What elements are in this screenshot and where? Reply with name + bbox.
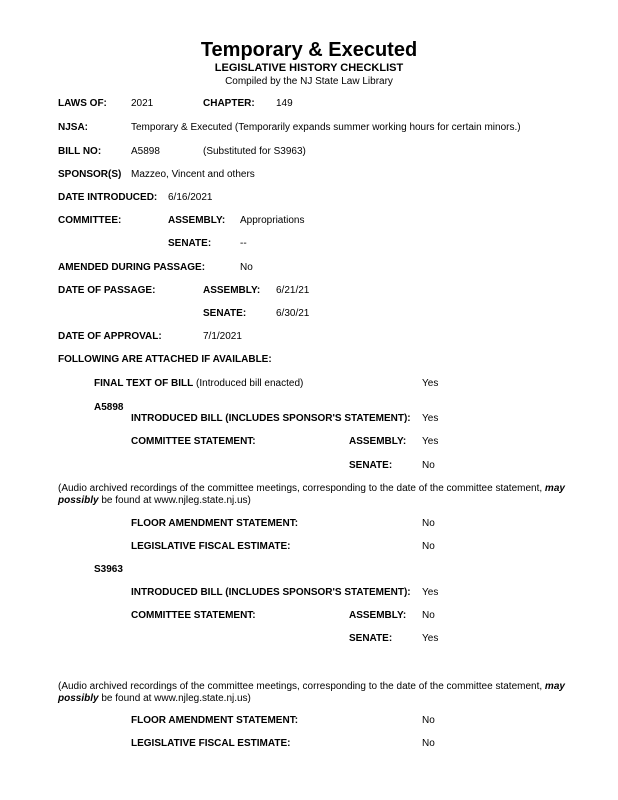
njsa-label: NJSA: <box>58 122 89 133</box>
bill-a-senate-label: SENATE: <box>349 460 393 471</box>
bill-s-note-text: (Audio archived recordings of the committee meetings, corresponding to the date of the committee statement, <box>58 681 543 692</box>
passage-senate-label: SENATE: <box>203 308 247 319</box>
bill-a-fiscal-value: No <box>422 541 435 552</box>
attached-heading: FOLLOWING ARE ATTACHED IF AVAILABLE: <box>58 354 272 365</box>
compiled-by: Compiled by the NJ State Law Library <box>225 76 393 87</box>
passage-assembly-value: 6/21/21 <box>276 285 310 296</box>
bill-a-assembly-value: Yes <box>422 436 439 447</box>
final-text-label: FINAL TEXT OF BILL <box>94 378 194 389</box>
bill-a-senate-value: No <box>422 460 435 471</box>
amended-label: AMENDED DURING PASSAGE: <box>58 262 206 273</box>
njsa-value: Temporary & Executed (Temporarily expands summer working hours for certain minors.) <box>131 122 521 133</box>
bill-a-floor-value: No <box>422 518 435 529</box>
sponsor-label: SPONSOR(S) <box>58 169 122 180</box>
bill-no-value: A5898 <box>131 146 160 157</box>
laws-of-label: LAWS OF: <box>58 98 107 109</box>
bill-s-committee-label: COMMITTEE STATEMENT: <box>131 610 256 621</box>
chapter-value: 149 <box>276 98 293 109</box>
passage-senate-value: 6/30/21 <box>276 308 310 319</box>
final-text-note: (Introduced bill enacted) <box>196 378 304 389</box>
bill-s-fiscal-value: No <box>422 738 435 749</box>
bill-a-fiscal-label: LEGISLATIVE FISCAL ESTIMATE: <box>131 541 291 552</box>
bill-s-introduced-value: Yes <box>422 587 439 598</box>
sponsor-value: Mazzeo, Vincent and others <box>131 169 255 180</box>
bill-a-introduced-value: Yes <box>422 413 439 424</box>
bill-s-floor-value: No <box>422 715 435 726</box>
bill-a-note-emphasis: may possibly <box>58 483 565 506</box>
bill-s-audio-note <box>58 681 603 705</box>
final-text-value: Yes <box>422 378 439 389</box>
bill-no-label: BILL NO: <box>58 146 102 157</box>
bill-a-floor-label: FLOOR AMENDMENT STATEMENT: <box>131 518 299 529</box>
bill-s-note-link-text: be found at www.njleg.state.nj.us) <box>101 693 251 704</box>
passage-assembly-label: ASSEMBLY: <box>203 285 261 296</box>
date-introduced-label: DATE INTRODUCED: <box>58 192 158 203</box>
substituted-note: (Substituted for S3963) <box>203 146 306 157</box>
approval-value: 7/1/2021 <box>203 331 242 342</box>
laws-of-value: 2021 <box>131 98 154 109</box>
bill-a-assembly-label: ASSEMBLY: <box>349 436 407 447</box>
bill-s-assembly-label: ASSEMBLY: <box>349 610 407 621</box>
document-title: Temporary & Executed <box>200 39 418 61</box>
bill-s-assembly-value: No <box>422 610 435 621</box>
bill-a-note-link-text: be found at www.njleg.state.nj.us) <box>101 495 251 506</box>
bill-s-id: S3963 <box>94 564 123 575</box>
committee-assembly-label: ASSEMBLY: <box>168 215 226 226</box>
bill-a-id: A5898 <box>94 402 124 413</box>
bill-a-committee-label: COMMITTEE STATEMENT: <box>131 436 256 447</box>
chapter-label: CHAPTER: <box>203 98 255 109</box>
bill-a-note-text: (Audio archived recordings of the committee meetings, corresponding to the date of the committee statement, <box>58 483 543 494</box>
bill-a-audio-note <box>58 483 603 507</box>
committee-assembly-value: Appropriations <box>240 215 305 226</box>
amended-value: No <box>240 262 253 273</box>
bill-s-senate-label: SENATE: <box>349 633 393 644</box>
bill-a-introduced-label: INTRODUCED BILL (INCLUDES SPONSOR'S STATEMENT): <box>131 413 411 424</box>
committee-senate-label: SENATE: <box>168 238 212 249</box>
approval-label: DATE OF APPROVAL: <box>58 331 162 342</box>
passage-label: DATE OF PASSAGE: <box>58 285 156 296</box>
bill-s-fiscal-label: LEGISLATIVE FISCAL ESTIMATE: <box>131 738 291 749</box>
bill-s-floor-label: FLOOR AMENDMENT STATEMENT: <box>131 715 299 726</box>
committee-senate-value: -- <box>240 238 247 249</box>
date-introduced-value: 6/16/2021 <box>168 192 213 203</box>
bill-s-introduced-label: INTRODUCED BILL (INCLUDES SPONSOR'S STATEMENT): <box>131 587 411 598</box>
bill-s-note-emphasis: may possibly <box>58 681 565 704</box>
bill-s-senate-value: Yes <box>422 633 439 644</box>
final-text-row <box>94 378 303 390</box>
committee-label: COMMITTEE: <box>58 215 122 226</box>
document-subtitle: LEGISLATIVE HISTORY CHECKLIST <box>214 62 404 74</box>
